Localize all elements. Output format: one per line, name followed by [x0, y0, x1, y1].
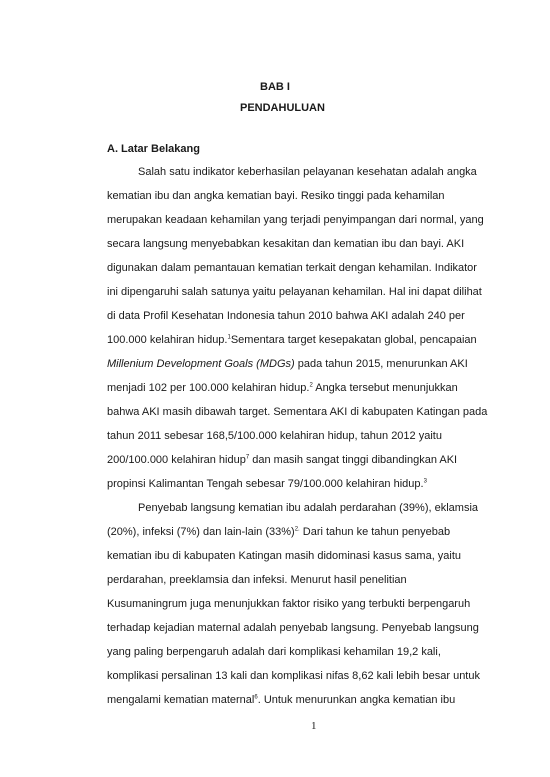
footnote-ref: 3: [423, 478, 427, 485]
paragraph-line: Kusumaningrum juga menunjukkan faktor risiko yang terbukti berpengaruh: [107, 598, 471, 610]
section-heading: A. Latar Belakang: [107, 143, 200, 155]
paragraph-line: bahwa AKI masih dibawah target. Sementara AKI di kabupaten Katingan pada: [107, 406, 488, 418]
chapter-heading: BAB I: [260, 81, 290, 93]
text-run: 200/100.000 kelahiran hidup: [107, 454, 246, 466]
paragraph-line: [107, 525, 450, 539]
paragraph-line: Penyebab langsung kematian ibu adalah perdarahan (39%), eklamsia: [138, 502, 479, 514]
footnote-ref: 2.: [294, 526, 300, 533]
paragraph-line: digunakan dalam pemantauan kematian terkait dengan kehamilan. Indikator: [107, 262, 477, 274]
footnote-ref: 2: [309, 382, 313, 389]
text-run: Dari tahun ke tahun penyebab: [299, 526, 451, 538]
text-run: Sementara target kesepakatan global, pencapaian: [230, 334, 477, 346]
paragraph-line: [107, 477, 427, 491]
paragraph-line: merupakan keadaan kehamilan yang terjadi penyimpangan dari normal, yang: [107, 214, 484, 226]
paragraph-line: komplikasi persalinan 13 kali dan komplikasi nifas 8,62 kali lebih besar untuk: [107, 670, 480, 682]
footnote-ref: 6: [254, 694, 258, 701]
text-run: propinsi Kalimantan Tengah sebesar 79/100.000 kelahiran hidup.: [107, 478, 424, 490]
paragraph-line: terhadap kejadian maternal adalah penyebab langsung. Penyebab langsung: [107, 622, 479, 634]
footnote-ref: 7: [245, 454, 250, 461]
paragraph-line: [107, 381, 458, 395]
paragraph-line: [107, 357, 468, 371]
paragraph-line: secara langsung menyebabkan kesakitan dan kematian ibu dan bayi. AKI: [107, 238, 465, 250]
text-run-italic: Millenium Development Goals (MDGs): [107, 358, 295, 370]
paragraph-line: Salah satu indikator keberhasilan pelayanan kesehatan adalah angka: [138, 166, 477, 178]
text-run: pada tahun 2015, menurunkan AKI: [294, 358, 468, 370]
page-number: 1: [311, 720, 317, 732]
paragraph-line: yang paling berpengaruh adalah dari komplikasi kehamilan 19,2 kali,: [107, 646, 441, 658]
paragraph-line: kematian ibu di kabupaten Katingan masih didominasi kasus sama, yaitu: [107, 550, 462, 562]
text-run: . Untuk menurunkan angka kematian ibu: [257, 694, 456, 706]
paragraph-line: [107, 333, 477, 347]
paragraph-line: kematian ibu dan angka kematian bayi. Resiko tinggi pada kehamilan: [107, 190, 445, 202]
text-run: Angka tersebut menunjukkan: [312, 382, 458, 394]
text-run: (20%), infeksi (7%) dan lain-lain (33%): [107, 526, 295, 538]
text-run: mengalami kematian maternal: [107, 694, 255, 706]
paragraph-line: [107, 693, 455, 707]
paragraph-line: perdarahan, preeklamsia dan infeksi. Menurut hasil penelitian: [107, 574, 407, 586]
paragraph-line: ini dipengaruhi salah satunya yaitu pelayanan kehamilan. Hal ini dapat dilihat: [107, 286, 482, 298]
text-run: dan masih sangat tinggi dibandingkan AKI: [249, 454, 458, 466]
paragraph-line: di data Profil Kesehatan Indonesia tahun 2010 bahwa AKI adalah 240 per: [107, 310, 465, 322]
paragraph-line: tahun 2011 sebesar 168,5/100.000 kelahiran hidup, tahun 2012 yaitu: [107, 430, 442, 442]
text-run: menjadi 102 per 100.000 kelahiran hidup.: [107, 382, 310, 394]
text-run: 100.000 kelahiran hidup.: [107, 334, 228, 346]
chapter-title: PENDAHULUAN: [240, 102, 325, 114]
paragraph-line: [107, 453, 457, 467]
footnote-ref: 1: [227, 334, 231, 341]
